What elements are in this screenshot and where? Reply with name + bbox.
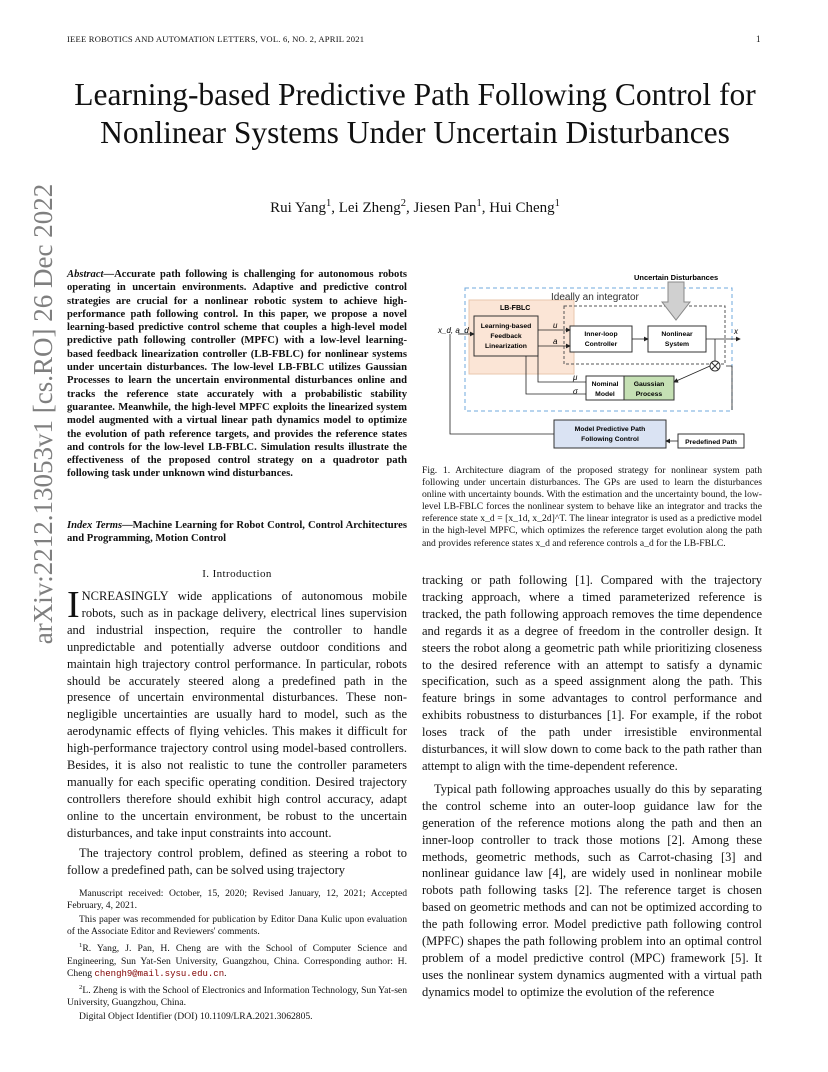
index-terms-text: —Machine Learning for Robot Control, Control Architectures and Programming, Motion Control (67, 520, 407, 545)
footnote: This paper was recommended for publication by Editor Dana Kulic upon evaluation of the Associate Editor and Reviewers' comments. (67, 914, 407, 938)
svg-text:Following Control: Following Control (581, 436, 639, 443)
index-terms-label: Index Terms (67, 520, 123, 531)
inner-loop-box (570, 326, 632, 352)
arxiv-id: arXiv:2212.13053v1 [cs.RO] 26 Dec 2022 (28, 183, 58, 645)
lbfblc-title: LB-FBLC (500, 305, 531, 312)
author-list: Rui Yang$^1$, Lei Zheng$^2$, Jiesen Pan$^1$, Hui Cheng$^1$ (270, 198, 560, 216)
abstract (67, 268, 407, 481)
footnote: Digital Object Identifier (DOI) 10.1109/LRA.2021.3062805. (79, 1011, 313, 1023)
intro-p1: NCREASINGLY wide applications of autonomous mobile robots, such as in package delivery, electrical lines supervision and industrial inspection, require the controller to handle unpredictable and potentially adverse outdoor conditions and maintain high trajectory control performance. In particular, robots should be accurately steered along a predefined path in the presence of uncertain environmental disturbances. These non-negligible uncertainties are usually hard to model, such as the aerodynamic effects of flying vehicles. This makes it difficult for high-performance trajectory control using model-based controllers. Besides, it is also not realistic to tune the controller parameters manually for each specific operating condition. Desired trajectory controllers therefore should exhibit high control accuracy, adapt online to the uncertain environment, be robust to the uncertain disturbances, and take input constraints into account. (67, 589, 407, 840)
footnote: $^1$R. Yang, J. Pan, H. Cheng are with the School of Computer Science and Engineering, Sun Yat-Sen University, Guangzhou, China. Corresponding author: H. Cheng chengh9@mail.sysu.edu.cn. (67, 942, 407, 979)
svg-text:Learning-based: Learning-based (480, 323, 532, 330)
ideal-label: Ideally an integrator (551, 292, 639, 303)
footnotes (67, 888, 407, 1025)
svg-text:Nominal: Nominal (591, 381, 619, 388)
page-number: 1 (756, 34, 761, 44)
footnote: Manuscript received: October, 15, 2020; Revised January, 12, 2021; Accepted February, 4, 2021. (67, 888, 407, 912)
svg-text:μ: μ (573, 373, 578, 382)
architecture-diagram (436, 270, 762, 452)
intro-paragraph (67, 584, 407, 842)
input-label: x_d, a_d (438, 326, 469, 335)
uncertain-label: Uncertain Disturbances (634, 273, 719, 282)
svg-text:Process: Process (635, 391, 663, 398)
paragraph: tracking or path following [1]. Compared with the trajectory tracking approach, where a timed parameterized reference is tracked, the path following approach removes the time dependence and regards it as a degree of freedom in the controller design. It steers the robot along a geometric path while prioritizing closeness to the desired reference with an attempt to satisfy a dynamic specification, such as a speed assignment along the path. This feature brings in some advantages to control performance and exhibits robustness to disturbances [1]. For example, if the robot loses track of the path under irresistible environmental disturbances, it will slow down to come back to the path rather than attempt to align with the time-dependent reference. (422, 573, 762, 773)
figure-caption: Fig. 1. Architecture diagram of the proposed strategy for nonlinear system path following under uncertain disturbances. The GPs are used to learn the disturbances online with uncertainty bounds. With the estimation and the uncertainty bound, the low-level LB-FBLC forces the nonlinear system to behave like an integrator and tracks the reference state x_d = [x_1d, x_2d]^T. The linear integrator is used as a predictive model in the high-level MPFC, which optimizes the reference target evolution along the path and provides reference states x_d and reference controls a_d for the LB-FBLC. (422, 465, 762, 549)
svg-text:σ: σ (573, 387, 578, 396)
author-name: Lei Zheng (338, 200, 401, 216)
arxiv-watermark (14, 0, 62, 1072)
svg-text:Linearization: Linearization (485, 343, 527, 350)
drop-cap: I (67, 584, 80, 626)
nonlinear-box (648, 326, 706, 352)
author-name: Hui Cheng (489, 200, 555, 216)
footnote: $^2$L. Zheng is with the School of Electronics and Information Technology, Sun Yat-sen University, Guangzhou, China. (67, 983, 407, 1009)
author-affiliation: 1 (476, 198, 482, 209)
mpfc-box (554, 420, 666, 448)
column-two-text (422, 572, 762, 1001)
author-name: Jiesen Pan (413, 200, 477, 216)
svg-text:a: a (553, 337, 558, 346)
journal-header: IEEE ROBOTICS AND AUTOMATION LETTERS, VOL. 6, NO. 2, APRIL 2021 (67, 34, 365, 44)
intro-p2: The trajectory control problem, defined as steering a robot to follow a predefined path, can be solved using trajectory (67, 845, 407, 877)
section-heading: I. Introduction (202, 568, 272, 580)
svg-text:System: System (664, 341, 690, 348)
author-affiliation: 2 (400, 198, 407, 209)
svg-text:u: u (553, 321, 558, 330)
paragraph: Typical path following approaches usually do this by separating the control scheme into an outer-loop guidance law for the generation of the reference motions along the path and then an inner-loop controller to track those motions [2]. Among these methods, geometric methods, such as Carrot-chasing [3] and nonlinear guidance law [4], are widely used in nonlinear mobile robots path following tasks [2]. The reference target is chosen based on geometric methods and can not be optimized according to the path following error. Model predictive path following control (MPFC) shapes the path following problem into an optimal control problem of a model predictive control (MPC) framework [5]. It uses the nonlinear system dynamics augmented with a virtual path dynamics model to optimize the evolution of the reference (422, 781, 762, 999)
svg-text:Gaussian: Gaussian (633, 381, 665, 388)
abstract-text: —Accurate path following is challenging for autonomous robots operating in uncertain environments. Adaptive and predictive control strategies are crucial for a nonlinear robotic system to achieve high-performance path following control. In this paper, we propose a novel learning-based predictive control scheme that couples a high-level model predictive path following controller (MPFC) with a low-level learning-based feedback linearization controller (LB-FBLC) for nonlinear systems under uncertain disturbances. The low-level LB-FBLC utilizes Gaussian Processes to learn the uncertain environmental disturbances online and tracks the reference state accurately with a probabilistic stability guarantee. Meanwhile, the high-level MPFC exploits the linearized system model augmented with a virtual linear path dynamics model to optimize the evolution of path reference targets, and provides the reference states and controls for the low-level LB-FBLC. Simulation results illustrate the effectiveness of the proposed control strategy on a quadrotor path following task under unknown wind disturbances. (67, 269, 407, 480)
author-affiliation: 1 (554, 198, 560, 209)
svg-text:Predefined Path: Predefined Path (685, 439, 737, 446)
svg-text:x: x (734, 327, 738, 336)
index-terms (67, 519, 407, 546)
svg-text:Model: Model (595, 391, 615, 398)
author-affiliation: 1 (325, 198, 332, 209)
intro-text (67, 584, 407, 878)
svg-text:Nonlinear: Nonlinear (661, 331, 693, 338)
svg-text:Model Predictive Path: Model Predictive Path (574, 426, 646, 433)
paper-title: Learning-based Predictive Path Following Control for Nonlinear Systems Under Uncertain Disturbances (74, 77, 756, 150)
svg-text:Inner-loop: Inner-loop (584, 331, 618, 338)
email-link[interactable]: chengh9@mail.sysu.edu.cn (94, 968, 225, 979)
author-name: Rui Yang (270, 200, 326, 216)
svg-text:Feedback: Feedback (490, 333, 522, 340)
abstract-label: Abstract (67, 269, 104, 280)
svg-text:Controller: Controller (584, 341, 618, 348)
